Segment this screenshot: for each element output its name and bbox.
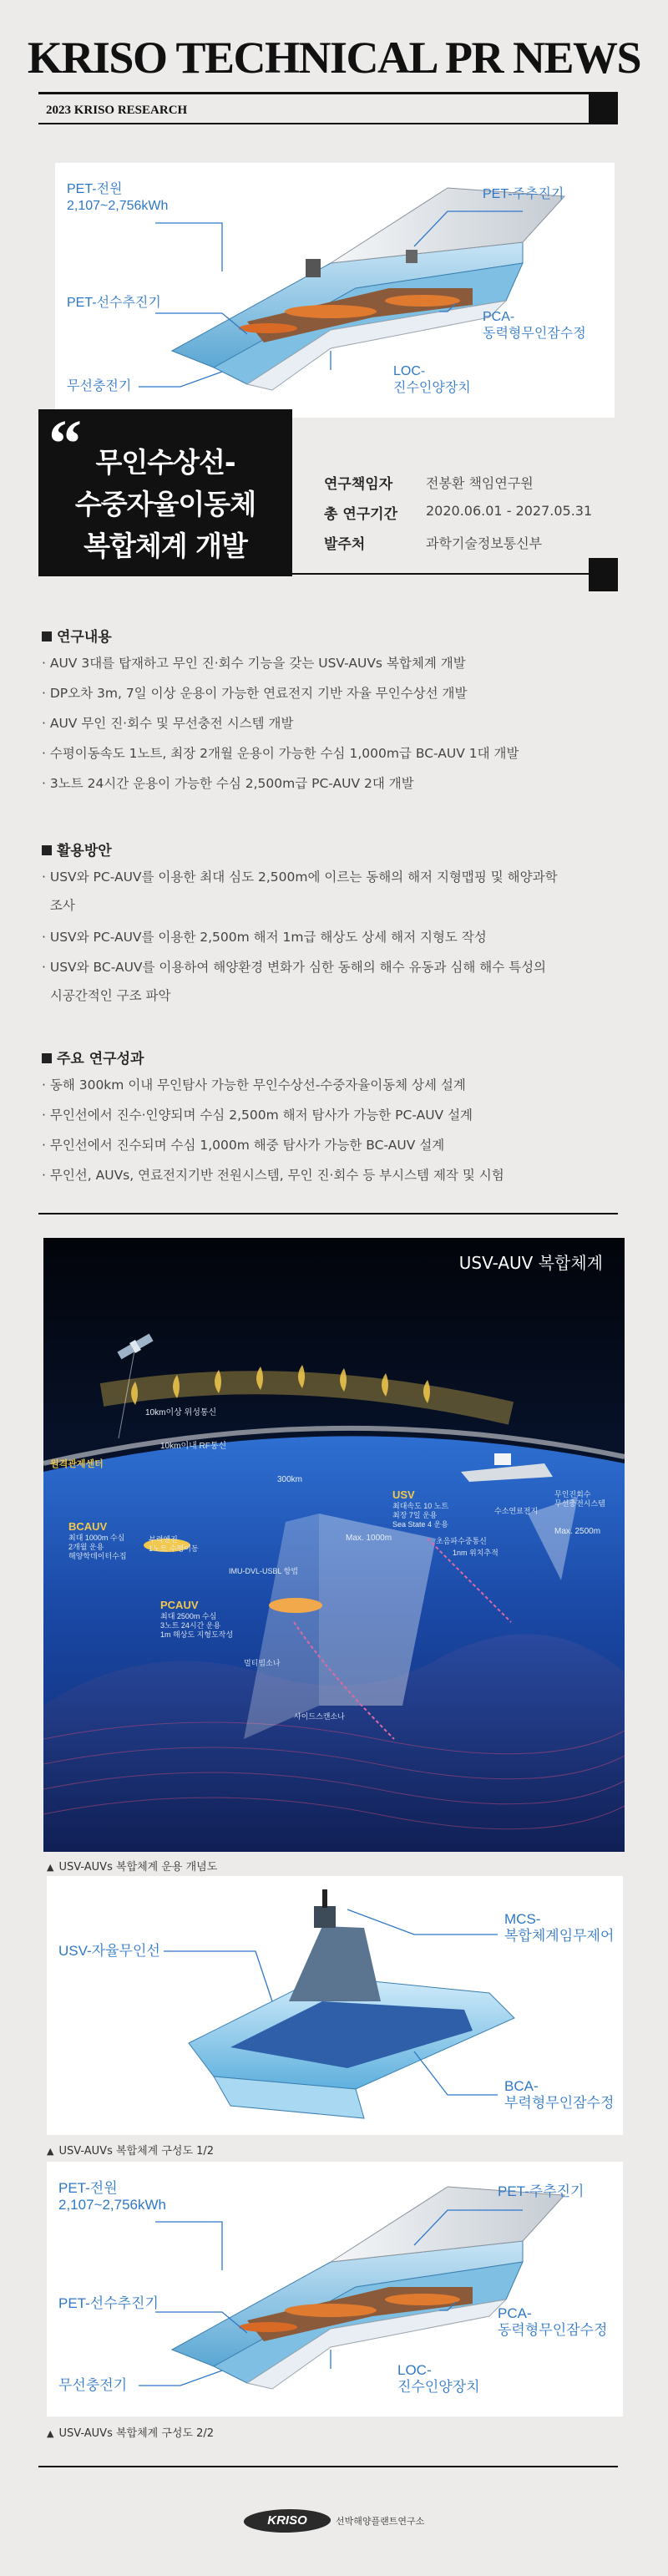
hero-image-panel [55, 163, 615, 418]
project-title-line-2: 수중자율이동체 [74, 488, 256, 520]
label-acoustic-comm: 초음파수중통신 [436, 1537, 487, 1545]
label-bcauv-desc: 최대 1000m 수심 2개월 운용 해양학데이터수집 [68, 1534, 127, 1560]
ocean-concept-illustration [43, 1238, 625, 1852]
heading-square-icon [42, 631, 52, 641]
usage-list [42, 867, 626, 1014]
quote-mark-icon: “ [48, 408, 82, 481]
list-item: · DP오차 3m, 7일 이상 운용이 가능한 연료전지 기반 자율 무인수상선 개발 [42, 686, 468, 701]
section-heading-results: 주요 연구성과 [42, 1047, 144, 1067]
list-item: · 무인선, AUVs, 연료전지기반 전원시스템, 무인 진·회수 등 부시스템 제작 및 시험 [42, 1168, 504, 1183]
label-multibeam-sonar: 멀티빔소나 [244, 1659, 281, 1667]
info-key-client: 발주처 [324, 536, 366, 553]
page-title: KRISO TECHNICAL PR NEWS [27, 33, 641, 83]
label-loc: LOC- 진수인양장치 [397, 2362, 480, 2395]
list-item: · 동해 300km 이내 무인탐사 가능한 무인수상선-수중자율이동체 상세 설계 [42, 1078, 466, 1093]
list-item: 조사 [42, 898, 75, 913]
results-list [42, 1075, 626, 1195]
kriso-logo [241, 2509, 333, 2533]
label-distance: 300km [277, 1475, 303, 1484]
label-launch-recovery: 무인진회수 무선충전시스템 [554, 1490, 605, 1508]
label-pca: PCA- 동력형무인잠수정 [483, 310, 586, 341]
list-item: · 무인선에서 진수되며 수심 1,000m 해중 탐사가 가능한 BC-AUV 설계 [42, 1138, 445, 1153]
list-item: · USV와 PC-AUV를 이용한 2,500m 해저 1m급 해상도 상세 해저 지형도 작성 [42, 930, 487, 945]
list-item: · 3노트 24시간 운용이 가능한 수심 2,500m급 PC-AUV 2대 개발 [42, 776, 414, 791]
header-black-square [589, 92, 618, 124]
label-mcs: MCS- 복합체계임무제어 [504, 1911, 615, 1944]
header-divider-top [38, 92, 618, 94]
list-item: · AUV 무인 진·회수 및 무선충전 시스템 개발 [42, 716, 294, 731]
label-pcauv: PCAUV [160, 1599, 199, 1611]
project-title-line-1: 무인수상선- [95, 446, 235, 479]
caption-config-figure-1: ▲ USV-AUVs 복합체계 구성도 1/2 [47, 2145, 215, 2158]
caption-triangle-icon: ▲ [47, 1862, 54, 1873]
label-pca: PCA- 동력형무인잠수정 [498, 2305, 608, 2338]
list-item: · 수평이동속도 1노트, 최장 2개월 운용이 가능한 수심 1,000m급 BC-AUV 1대 개발 [42, 746, 519, 761]
section-divider [38, 1213, 618, 1214]
usv-config-figure-1 [47, 1876, 623, 2135]
info-divider [38, 573, 618, 575]
list-item: · USV와 BC-AUV를 이용하여 해양환경 변화가 심한 동해의 해수 유동과 심해 해수 특성의 [42, 960, 547, 975]
section-heading-usage: 활용방안 [42, 839, 112, 860]
label-position-tracking: 1nm 위치추적 [453, 1549, 498, 1557]
caption-config-figure-2: ▲ USV-AUVs 복합체계 구성도 2/2 [47, 2427, 215, 2440]
caption-triangle-icon: ▲ [47, 2146, 54, 2157]
info-value-lead: 전봉환 책임연구원 [426, 475, 534, 491]
info-value-client: 과학기술정보통신부 [426, 535, 543, 551]
header-subtitle: 2023 KRISO RESEARCH [46, 104, 188, 117]
caption-triangle-icon: ▲ [47, 2428, 54, 2439]
label-pet-power: PET-전원 2,107~2,756kWh [67, 182, 169, 213]
usv-config-figure-2 [47, 2162, 623, 2416]
label-wireless-charger: 무선충전기 [67, 379, 132, 393]
info-key-lead: 연구책임자 [324, 476, 393, 493]
label-bcauv: BCAUV [68, 1520, 108, 1533]
section-heading-research: 연구내용 [42, 625, 112, 646]
label-usv-desc: 최대속도 10 노트 최장 7일 운용 Sea State 4 운용 [392, 1502, 449, 1529]
info-key-period: 총 연구기간 [324, 506, 398, 523]
label-navigation: IMU-DVL-USBL 항법 [229, 1567, 299, 1575]
label-usv-autonomous: USV-자율무인선 [58, 1943, 160, 1959]
label-buoyancy-engine: 부력엔진 1노트 수평이동 [149, 1535, 199, 1553]
label-wireless-charger: 무선충전기 [58, 2377, 128, 2393]
footer-org-name: 선박해양플랜트연구소 [336, 2516, 425, 2527]
header-divider-bottom [38, 123, 618, 124]
list-item: · 무인선에서 진수·인양되며 수심 2,500m 해저 탐사가 가능한 PC-AUV 설계 [42, 1108, 473, 1123]
label-bca: BCA- 부력형무인잠수정 [504, 2078, 615, 2111]
label-pet-bow-thruster: PET-선수추진기 [58, 2295, 159, 2311]
info-value-period: 2020.06.01 - 2027.05.31 [426, 503, 593, 519]
heading-square-icon [42, 845, 52, 855]
concept-figure-title: USV-AUV 복합체계 [458, 1253, 603, 1273]
project-title-card [38, 409, 292, 576]
label-pet-main-thruster: PET-주추진기 [498, 2183, 584, 2199]
list-item: · USV와 PC-AUV를 이용한 최대 심도 2,500m에 이르는 동해의 해저 지형맵핑 및 해양과학 [42, 870, 558, 885]
label-loc: LOC- 진수인양장치 [393, 364, 471, 395]
label-max-1000: Max. 1000m [346, 1534, 392, 1543]
list-item: 시공간적인 구조 파악 [42, 988, 171, 1003]
label-pet-bow-thruster: PET-선수추진기 [67, 296, 161, 310]
label-max-2500: Max. 2500m [554, 1527, 601, 1536]
label-rf-comm: 10km이내 RF통신 [160, 1442, 227, 1451]
usv-auv-concept-figure [43, 1238, 625, 1852]
list-item: · AUV 3대를 탑재하고 무인 진·회수 기능을 갖는 USV-AUVs 복합체계 개발 [42, 656, 466, 671]
label-fuel-cell: 수소연료전지 [494, 1507, 539, 1515]
label-pcauv-desc: 최대 2500m 수심 3노트 24시간 운용 1m 해상도 지형도작성 [160, 1612, 234, 1639]
project-title-line-3: 복합체계 개발 [84, 530, 247, 562]
label-usv: USV [392, 1488, 415, 1501]
label-control-center: 원격관제센터 [50, 1459, 104, 1469]
caption-concept-figure: ▲ USV-AUVs 복합체계 운용 개념도 [47, 1861, 218, 1874]
label-pet-power: PET-전원 2,107~2,756kWh [58, 2180, 167, 2213]
heading-square-icon [42, 1053, 52, 1063]
footer-divider [38, 2466, 618, 2467]
label-satellite-comm: 10km이상 위성통신 [145, 1408, 217, 1417]
logo-text: KRISO [267, 2513, 307, 2528]
research-list [42, 653, 626, 804]
info-black-square [589, 558, 618, 591]
label-pet-main-thruster: PET-주추진기 [483, 187, 564, 201]
label-sidescan-sonar: 사이드스캔소나 [294, 1712, 345, 1721]
